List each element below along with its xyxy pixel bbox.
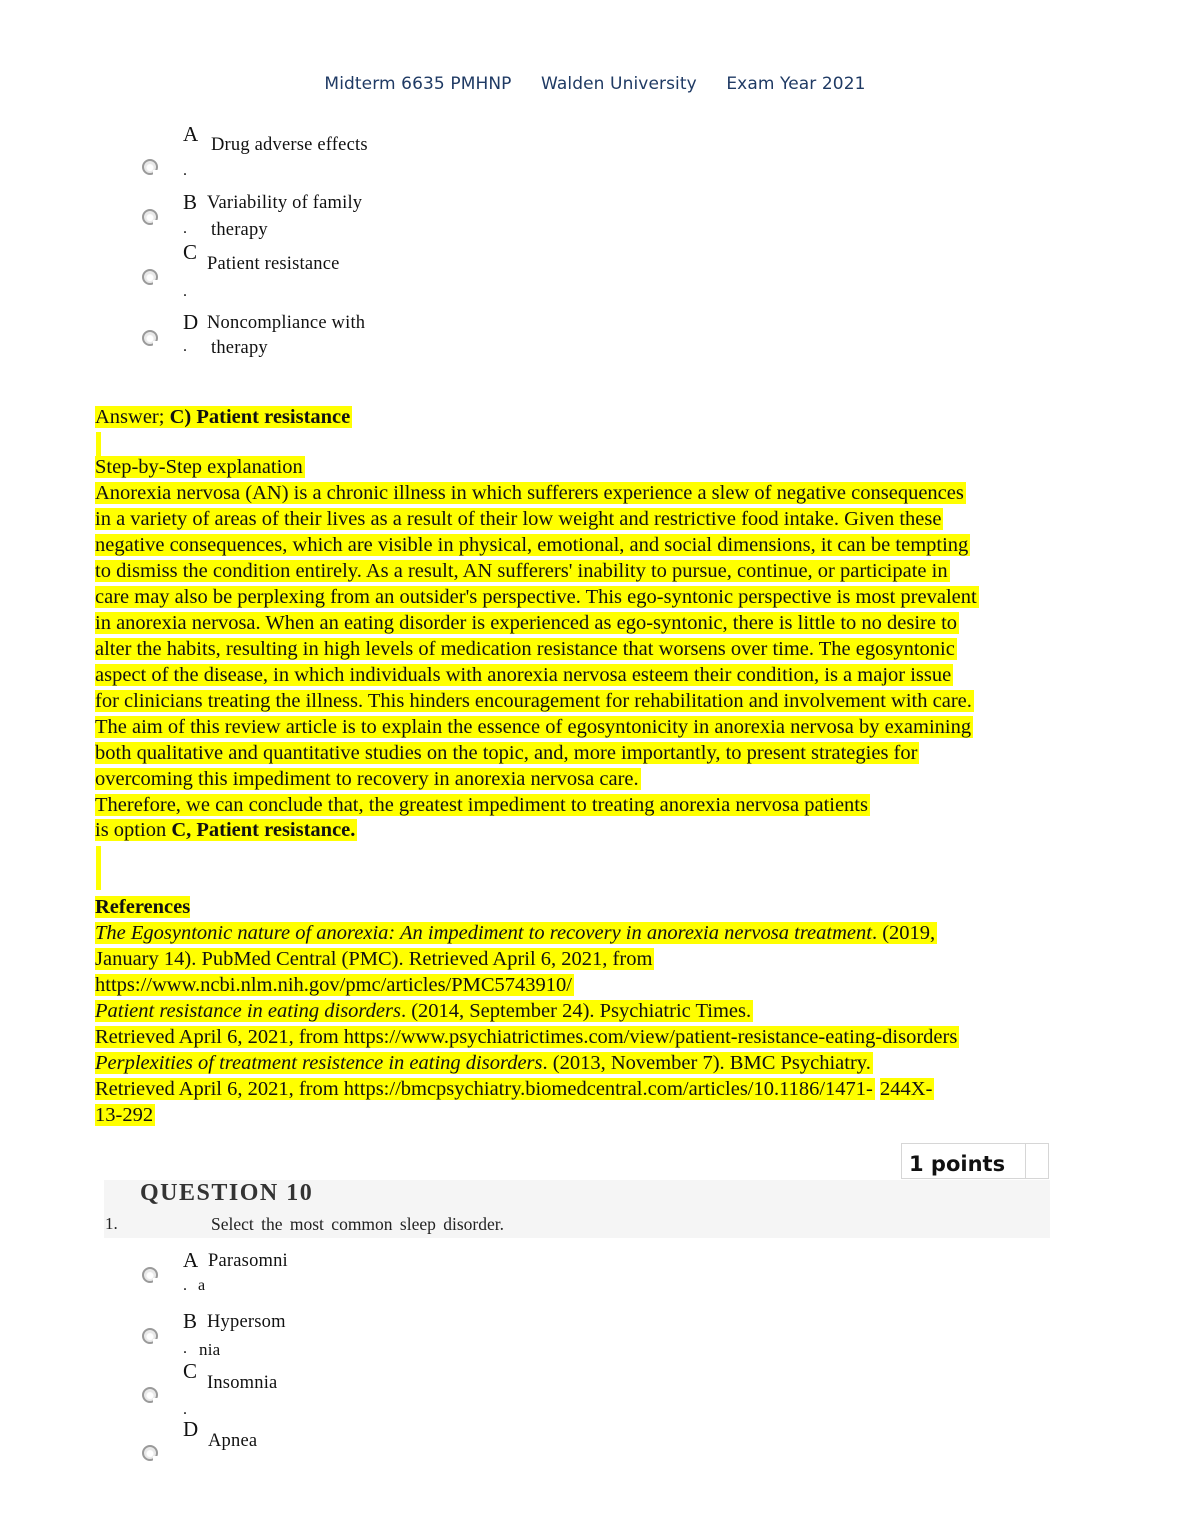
explanation-line: Anorexia nervosa (AN) is a chronic illness in which sufferers experience a slew of negative consequences: [95, 482, 964, 504]
answer-prefix: Answer;: [95, 406, 165, 428]
header-school: Walden University: [541, 74, 697, 94]
reference-details: . (2019,: [871, 922, 936, 944]
option-letter: C: [183, 1359, 198, 1383]
option-text: Patient resistance: [207, 254, 340, 274]
question-number: 1.: [105, 1214, 118, 1233]
question-title: QUESTION 10: [140, 1180, 314, 1206]
radio-button-icon[interactable]: [142, 1267, 158, 1283]
option-dot: .: [183, 162, 187, 179]
explanation-line: negative consequences, which are visible in physical, emotional, and social dimensions, it can be tempting: [95, 534, 969, 556]
explanation-line: care may also be perplexing from an outsider's perspective. This ego-syntonic perspective is most prevalent: [95, 586, 977, 608]
conclusion-prefix: is option: [95, 819, 167, 841]
page-header: [0, 74, 1190, 94]
option-text-continued: therapy: [211, 220, 268, 240]
option-text-continued: nia: [199, 1340, 221, 1359]
option-dot: .: [183, 220, 187, 237]
option-text: Parasomni: [208, 1251, 288, 1271]
option-dot: .: [183, 338, 187, 355]
q9-option-c[interactable]: [140, 240, 460, 300]
radio-button-icon[interactable]: [142, 209, 158, 225]
reference-url[interactable]: Retrieved April 6, 2021, from https://bmcpsychiatry.biomedcentral.com/articles/10.1186/1471-: [95, 1078, 873, 1100]
explanation-line: both qualitative and quantitative studies on the topic, and, more importantly, to present strategies for: [95, 742, 918, 764]
q9-option-d[interactable]: [140, 310, 460, 366]
option-letter: D: [183, 310, 199, 334]
references: [95, 894, 1065, 1128]
q9-option-a[interactable]: [140, 122, 460, 178]
points-label: 1 points: [902, 1144, 1026, 1178]
conclusion-answer: C, Patient resistance.: [171, 819, 356, 841]
reference-title: Patient resistance in eating disorders: [95, 1000, 401, 1022]
option-text: Apnea: [208, 1431, 258, 1451]
points-box: [901, 1143, 1049, 1179]
option-text-continued: a: [198, 1277, 206, 1294]
option-letter: C: [183, 240, 198, 264]
option-letter: A: [183, 122, 199, 146]
radio-button-icon[interactable]: [142, 1387, 158, 1403]
q10-option-c[interactable]: [140, 1359, 460, 1418]
explanation-heading: Step-by-Step explanation: [95, 456, 303, 478]
highlight-marker: [96, 432, 101, 456]
option-text: Hypersom: [207, 1312, 286, 1332]
option-dot: .: [183, 1340, 187, 1357]
option-letter: B: [183, 190, 198, 214]
reference-url[interactable]: https://www.ncbi.nlm.nih.gov/pmc/articles/PMC5743910/: [95, 974, 572, 996]
radio-button-icon[interactable]: [142, 159, 158, 175]
reference-url-continued[interactable]: 244X-: [880, 1078, 933, 1100]
option-letter: A: [183, 1248, 199, 1272]
answer-line: [95, 404, 1065, 430]
option-letter: D: [183, 1417, 199, 1441]
option-dot: .: [183, 1277, 187, 1294]
references-heading: References: [95, 896, 191, 918]
reference-title: Perplexities of treatment resistence in eating disorders: [95, 1052, 543, 1074]
reference-url-continued[interactable]: 13-292: [95, 1104, 154, 1126]
explanation-line: Therefore, we can conclude that, the greatest impediment to treating anorexia nervosa patients: [95, 794, 868, 816]
reference-title: The Egosyntonic nature of anorexia: An impediment to recovery in anorexia nervosa treatment: [95, 922, 872, 944]
explanation: [95, 454, 1065, 843]
explanation-line: for clinicians treating the illness. This hinders encouragement for rehabilitation and involvement with care.: [95, 690, 972, 712]
explanation-line: in a variety of areas of their lives as a result of their low weight and restrictive food intake. Given these: [95, 508, 942, 530]
q9-option-b[interactable]: [140, 190, 460, 246]
option-dot: .: [183, 1401, 187, 1418]
highlight-marker: [96, 846, 101, 890]
radio-button-icon[interactable]: [142, 1445, 158, 1461]
option-text: Insomnia: [207, 1373, 278, 1393]
header-year: Exam Year 2021: [726, 74, 866, 94]
option-text-continued: therapy: [211, 338, 268, 358]
radio-button-icon[interactable]: [142, 330, 158, 346]
option-dot: .: [183, 283, 187, 300]
option-letter: B: [183, 1309, 198, 1333]
option-text: Noncompliance with: [207, 313, 366, 333]
explanation-line: in anorexia nervosa. When an eating disorder is experienced as ego-syntonic, there is little to no desire to: [95, 612, 958, 634]
q10-option-b[interactable]: [140, 1309, 460, 1365]
header-course: Midterm 6635 PMHNP: [324, 74, 512, 94]
reference-details: . (2014, September 24). Psychiatric Times.: [400, 1000, 752, 1022]
reference-details: . (2013, November 7). BMC Psychiatry.: [542, 1052, 871, 1074]
option-text: Drug adverse effects: [211, 135, 368, 155]
reference-details: January 14). PubMed Central (PMC). Retrieved April 6, 2021, from: [95, 948, 653, 970]
answer-value: C) Patient resistance: [169, 406, 351, 428]
option-text: Variability of family: [207, 193, 363, 213]
question-text: Select the most common sleep disorder.: [211, 1214, 505, 1234]
explanation-line: alter the habits, resulting in high levels of medication resistance that worsens over time. The egosyntonic: [95, 638, 955, 660]
explanation-line: aspect of the disease, in which individuals with anorexia nervosa esteem their condition, is a major issue: [95, 664, 952, 686]
radio-button-icon[interactable]: [142, 269, 158, 285]
explanation-line: overcoming this impediment to recovery in anorexia nervosa care.: [95, 768, 639, 790]
radio-button-icon[interactable]: [142, 1328, 158, 1344]
explanation-line: The aim of this review article is to explain the essence of egosyntonicity in anorexia nervosa by examining: [95, 716, 972, 738]
q10-option-a[interactable]: [140, 1248, 460, 1304]
explanation-line: to dismiss the condition entirely. As a result, AN sufferers' inability to pursue, continue, or participate in: [95, 560, 948, 582]
q10-option-d[interactable]: [140, 1417, 460, 1473]
reference-url[interactable]: Retrieved April 6, 2021, from https://www.psychiatrictimes.com/view/patient-resistance-eating-disorders: [95, 1026, 958, 1048]
